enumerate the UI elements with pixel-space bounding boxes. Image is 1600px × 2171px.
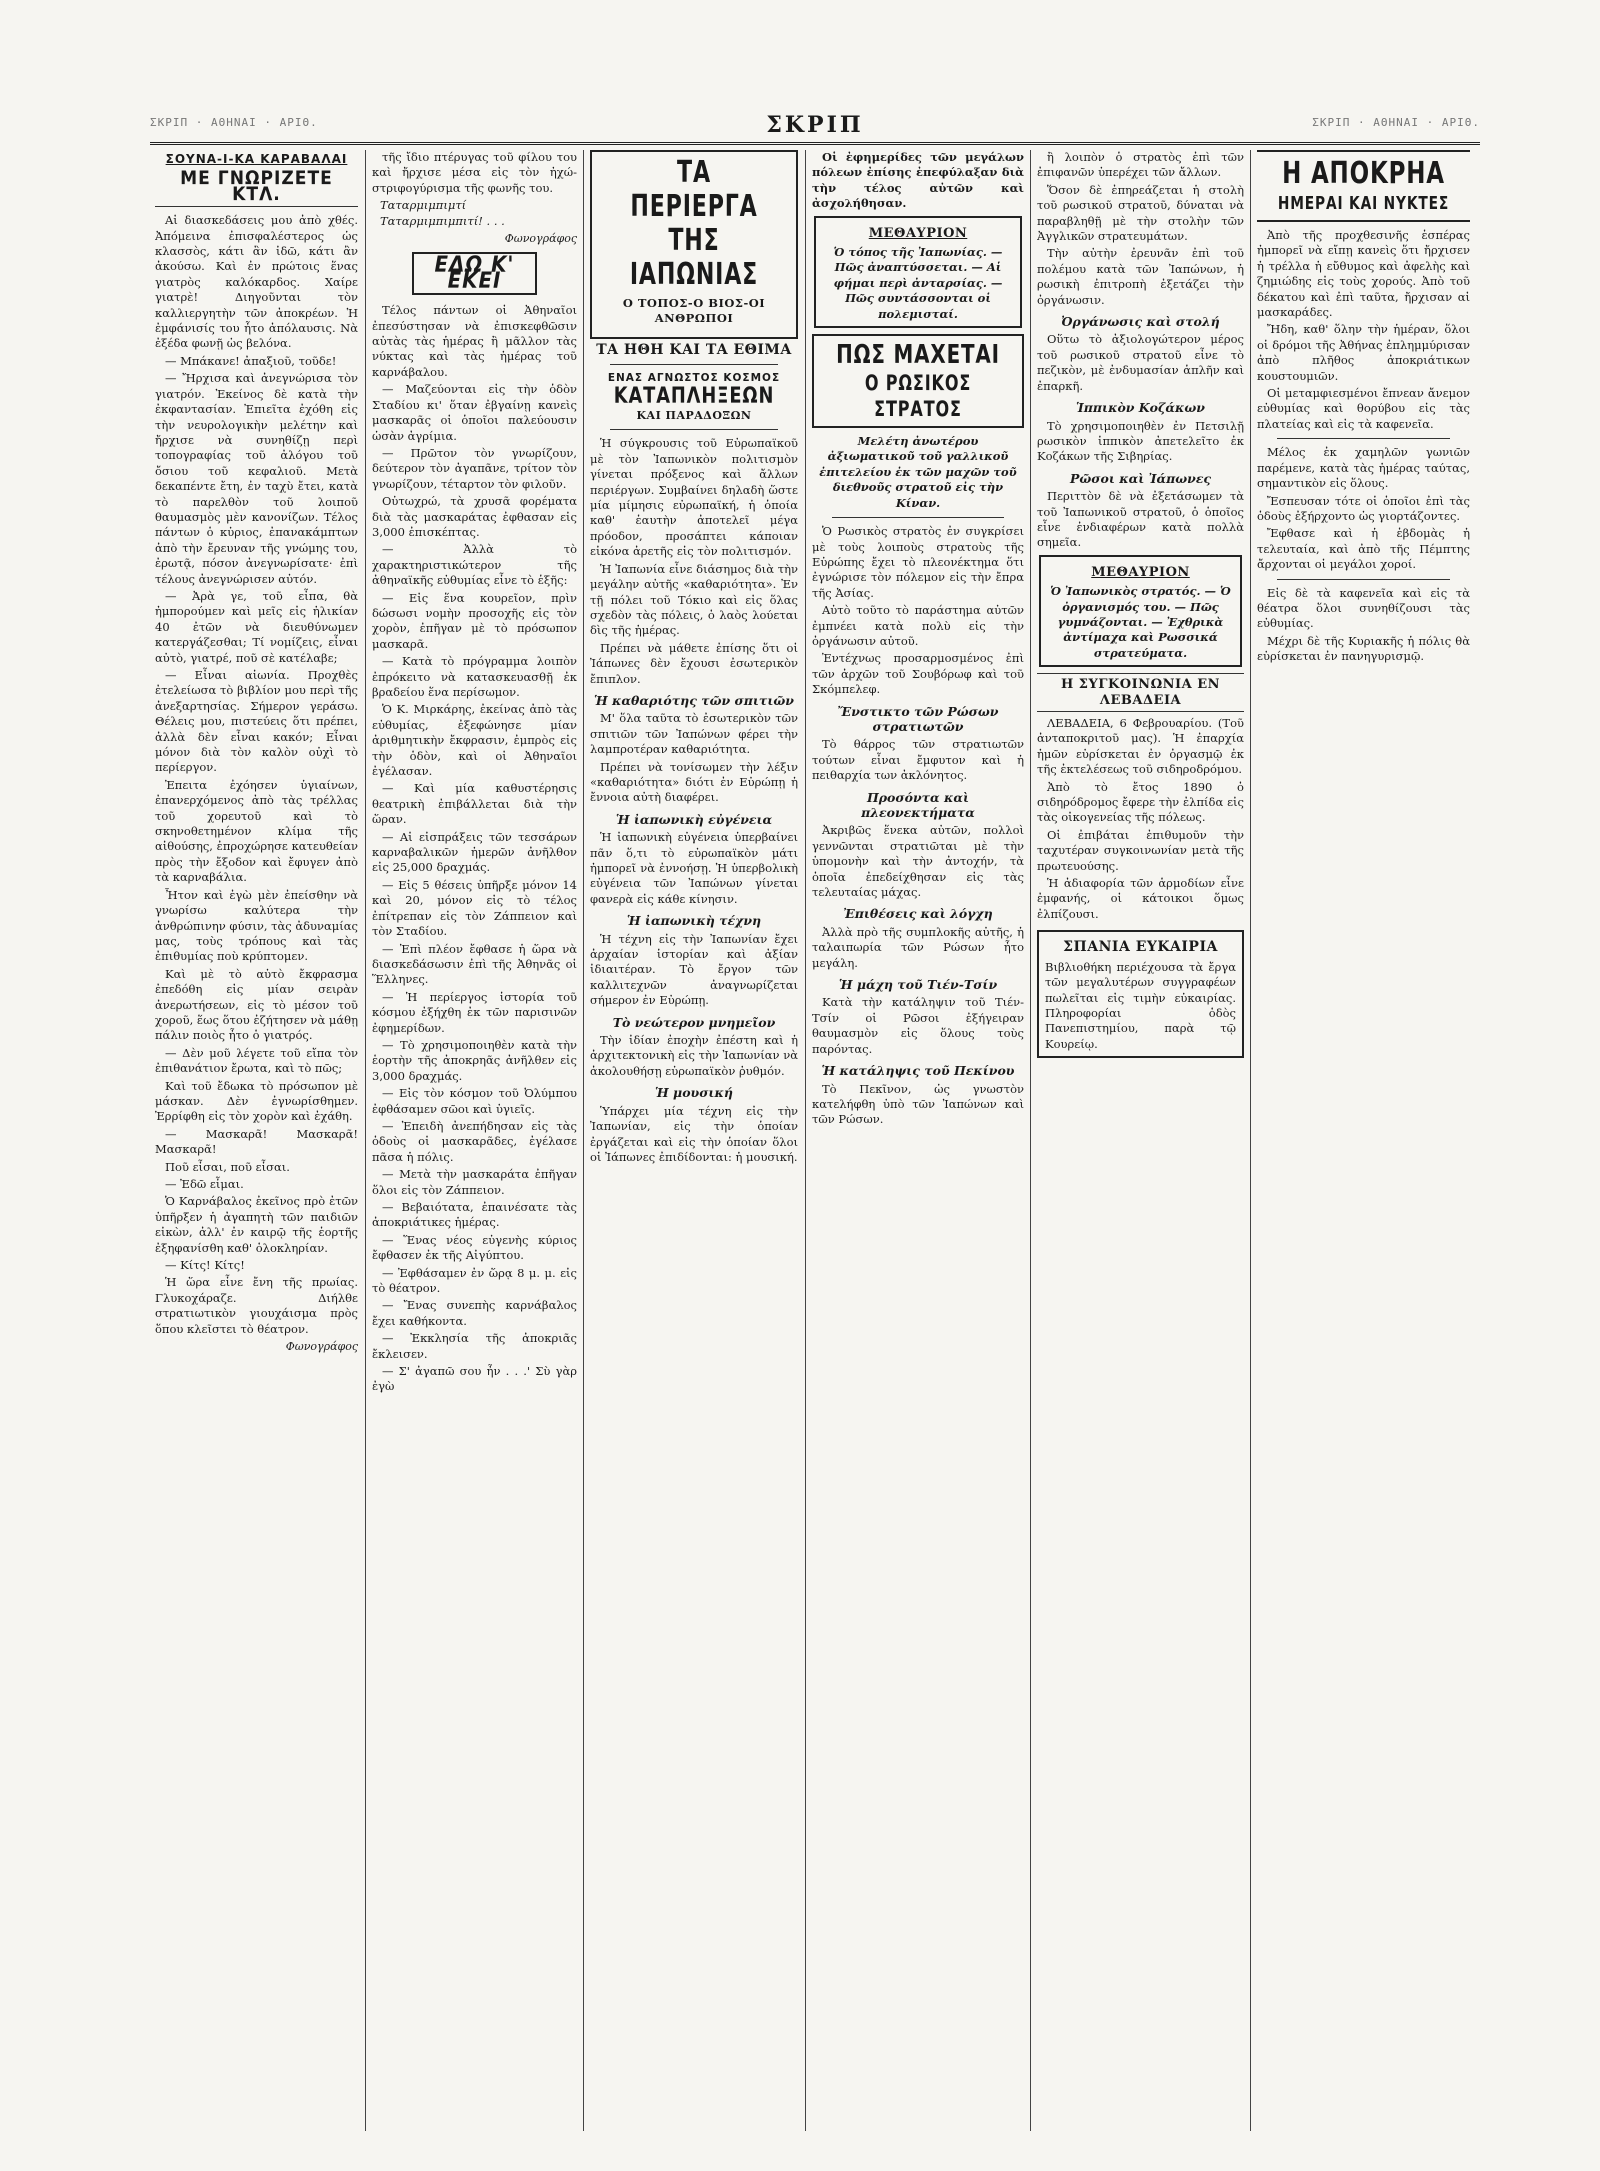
paragraph: Πρέπει νὰ τονίσωμεν τὴν λέξιν «καθαριότητα» διότι ἐν Εὐρώπῃ ἡ ἔννοια αὐτὴ διαφέρει. bbox=[590, 759, 798, 805]
column-3 bbox=[590, 150, 798, 2131]
paragraph: Οἱ μεταμφιεσμένοι ἔπνεαν ἄνεμον εὐθυμίας καὶ θορύβου εἰς τὰς πλατείας καὶ εἰς τὰ καφενεῖα. bbox=[1257, 386, 1470, 431]
section-heading: Προσόντα καὶ πλεονεκτήματα bbox=[861, 789, 975, 820]
paragraph: Ποῦ εἶσαι, ποῦ εἶσαι. bbox=[165, 1159, 290, 1174]
paragraph: Μέχρι δὲ τῆς Κυριακῆς ἡ πόλις θὰ εὑρίσκεται ἐν πανηγυρισμῷ. bbox=[1257, 633, 1470, 664]
paragraph: — Μαζεύονται εἰς τὴν ὁδὸν Σταδίου κι' ὅταν ἐβγαίνῃ κανεὶς μασκαρᾶς οἱ ὁποῖοι παλεύουσιν ὡσὰν ἀγρίμια. bbox=[372, 382, 577, 443]
paragraph: — Ἀρὰ γε, τοῦ εἶπα, θὰ ἠμπορούμεν καὶ μεῖς εἰς ἡλικίαν 40 ἐτῶν νὰ διευθύνωμεν κατεργάζεσθαι; Τί νομίζεις, εἶναι αὐτὸ, γιατρέ, ποῦ σὲ κατέλαβε; bbox=[155, 588, 358, 665]
col3-headline-box bbox=[590, 150, 798, 339]
col3-subhead-3: ΚΑΙ ΠΑΡΑΔΟΞΩΝ bbox=[636, 409, 752, 423]
paragraph: — Ἐδῶ εἶμαι. bbox=[165, 1177, 244, 1191]
col3-subhead-1: Ο ΤΟΠΟΣ-Ο ΒΙΟΣ-ΟΙ ΑΝΘΡΩΠΟΙ bbox=[622, 296, 766, 326]
col5-ad-text: Βιβλιοθήκη περιέχουσα τὰ ἔργα τῶν μεγαλυτέρων συγγραφέων πωλεῖται εἰς τιμὴν εὐκαιρίας. Πληροφορίαι ὁδὸς Πανεπιστημίου, παρὰ τῷ Κουρείῳ. bbox=[1045, 959, 1236, 1051]
paragraph: — Ἕνας νέος εὐγενὴς κύριος ἔφθασεν ἐκ τῆς Αἰγύπτου. bbox=[372, 1232, 577, 1263]
col4-headline-2: Ο ΡΩΣΙΚΟΣ ΣΤΡΑΤΟΣ bbox=[864, 371, 972, 422]
divider bbox=[1277, 579, 1450, 580]
paragraph: — Δὲν μοῦ λέγετε τοῦ εἴπα τὸν ἐπιθανάτιον ἔρωτα, καὶ τὸ πῶς; bbox=[155, 1045, 358, 1076]
paragraph: Ἔσπευσαν τότε οἱ ὁποῖοι ἐπὶ τὰς ὁδοὺς ἐξήρχοντο ὡς γιορτάζοντες. bbox=[1257, 493, 1470, 523]
column-4 bbox=[812, 150, 1024, 2131]
col5-ad bbox=[1037, 930, 1244, 1058]
column-rule bbox=[1250, 150, 1251, 2131]
paragraph: Τέλος πάντων οἱ Ἀθηναῖοι ἐπεσύστησαν νὰ ἐπισκεφθῶσιν αὐτὰς τὰς ἡμέρας ἢ μᾶλλον τὰς νύκτας καὶ τὰς ἡμέρας τοῦ καρνάβαλου. bbox=[372, 303, 577, 379]
section-heading: Ἡ ἰαπωνικὴ τέχνη bbox=[626, 913, 762, 929]
paragraph: Ὁ Καρνάβαλος ἐκεῖνος πρὸ ἐτῶν ὑπῆρξεν ἡ ἀγαπητὴ τῶν παιδιῶν εἰκὼν, ἀλλ' ἐν καιρῷ τῆς ἑορτῆς ἐξηφανίσθη καθ' ὁλοκληρίαν. bbox=[155, 1194, 358, 1255]
paragraph: — Εἰς τὸν κόσμον τοῦ Ὀλύμπου ἐφθάσαμεν σῶοι καὶ ὑγιεῖς. bbox=[372, 1086, 577, 1116]
masthead-left-text: ΣΚΡΙΠ · ΑΘΗΝΑΙ · ΑΡΙΘ. bbox=[150, 116, 318, 129]
paragraph: Τὸ Πεκῖνον, ὡς γνωστὸν κατελήφθη ὑπὸ τῶν Ἰαπώνων καὶ τῶν Ρώσων. bbox=[812, 1081, 1024, 1127]
column-6 bbox=[1257, 150, 1470, 2131]
paragraph: Ἡ τέχνη εἰς τὴν Ἰαπωνίαν ἔχει ἀρχαίαν ἱστορίαν καὶ ἀξίαν ἰδιαιτέραν. Τὸ ἔργον τῶν καλλιτεχνῶν ἀναγνωρίζεται σήμερον ἐν Εὐρώπῃ. bbox=[590, 931, 798, 1008]
paragraph: — Ἐφθάσαμεν ἐν ὥρᾳ 8 μ. μ. εἰς τὸ θέατρον. bbox=[372, 1265, 577, 1296]
col4-deck: Μελέτη ἀνωτέρου ἀξιωματικοῦ τοῦ γαλλικοῦ ἐπιτελείου ἐκ τῶν μαχῶν τοῦ διεθνοῦς στρατοῦ εἰς τὴν Κίναν. bbox=[819, 434, 1017, 510]
col3-kicker: ΕΝΑΣ ΑΓΝΩΣΤΟΣ ΚΟΣΜΟΣ bbox=[607, 372, 781, 385]
paragraph: Κατὰ τὴν κατάληψιν τοῦ Τιέν-Τσίν οἱ Ρῶσοι ἐξήγειραν θαυμασμὸν εἰς ὅλους τοὺς παρόντας. bbox=[812, 995, 1024, 1056]
col4-headline-1: ΠΩΣ ΜΑΧΕΤΑΙ bbox=[836, 340, 1000, 371]
col4-headline-box bbox=[812, 334, 1024, 428]
paragraph: — Κίτς! Κίτς! bbox=[165, 1258, 245, 1273]
paragraph: Αἱ διασκεδάσεις μου ἀπὸ χθές. Ἀπόμεινα ἐπισφαλέστερος ὡς κλασσὸς, κάτι ἂν ἰδῶ, κάτι ἂν ἀκούσω. Καὶ ἐν πρώτοις ἕνας γιατρὸς καλόκαρδος. Χαίρε γιατρὲ! Διηγοῦνται τὸν καλλιεργητὴν τῶν ἀποκρέων. Ἡ ἐμφάνισίς του ἦτο ἀπόλαυσις. Νὰ ἐξέδα φωνῇ ὡς βελόνα. bbox=[155, 213, 358, 351]
paragraph: Καὶ μὲ τὸ αὐτὸ ἔκφρασμα ἐπεδόθη εἰς μίαν σειρὰν ἀνερωτήσεων, εἰς τὸ μέσον τοῦ χοροῦ, ἕως ὅτου ἐζήτησεν νὰ μάθῃ πάλιν ποιὸς ἦτο ὁ γιατρός. bbox=[155, 966, 358, 1043]
paragraph: τῆς ἴδιο πτέρυγας τοῦ φίλου του καὶ ἤρχισε μέσα εἰς τὸν ἠχώ-στριφογύρισμα τῆς φωνῆς του. bbox=[372, 150, 577, 195]
section-heading: Ἔνστικτο τῶν Ρώσων στρατιωτῶν bbox=[837, 703, 999, 734]
paragraph: Ἡ Ἰαπωνία εἶνε διάσημος διὰ τὴν μεγάλην αὐτῆς «καθαριότητα». Ἐν τῇ πόλει τοῦ Τόκιο καὶ εἰς ὅλας σχεδὸν τὰς πόλεις, ὁ λαὸς λούεται δὶς τῆς ἡμέρας. bbox=[590, 561, 798, 638]
divider bbox=[832, 517, 1004, 518]
col6-headline-box bbox=[1257, 150, 1470, 222]
stamp-line: Ταταρμιμπιμπιτί! . . . bbox=[380, 213, 505, 228]
paragraph: Ἦτον καὶ ἐγὼ μὲν ἐπείσθην νὰ γνωρίσω καλύτερα τὴν ἀνθρώπινην φύσιν, τὰς ἀδυναμίας μας, τοὺς τρόπους καὶ τὰς ἐπιθυμίας ποὺ κρύπτομεν. bbox=[155, 887, 358, 964]
section-heading: Ἡ κατάληψις τοῦ Πεκίνου bbox=[821, 1063, 1015, 1079]
paragraph: Ὁ Κ. Μιρκάρης, ἐκείνας ἀπὸ τὰς εὐθυμίας, ἐξεφώνησε μίαν ἀριθμητικὴν ἔκφρασιν, ἐμπρὸς εἰς τὴν ὁδὸν, καὶ οἱ Ἀθηναῖοι ἐγέλασαν. bbox=[372, 702, 577, 779]
col6-headline-2: ΗΜΕΡΑΙ ΚΑΙ ΝΥΚΤΕΣ bbox=[1277, 193, 1450, 214]
section-heading: Ἡ μάχη τοῦ Τιέν-Τσίν bbox=[838, 977, 998, 993]
col3-headline-1: ΤΑ ΠΕΡΙΕΡΓΑ bbox=[630, 155, 758, 224]
stamp-lines bbox=[380, 198, 577, 229]
col3-headline-3: ΚΑΤΑΠΛΗΞΕΩΝ bbox=[613, 383, 775, 409]
newspaper-title: ΣΚΡΙΠ bbox=[766, 112, 864, 138]
paragraph: — Βεβαιότατα, ἐπαινέσατε τὰς ἀποκριάτικες ἡμέρας. bbox=[372, 1200, 577, 1230]
col2-headline-box bbox=[412, 252, 537, 295]
paragraph: Οὕτω τὸ ἀξιολογώτερον μέρος τοῦ ρωσικοῦ στρατοῦ εἶνε τὸ πεζικὸν, μὲ ἐνδυμασίαν ἁπλῆν καὶ ἐπαρκῆ. bbox=[1037, 332, 1244, 393]
paragraph: — Ἡ περίεργος ἱστορία τοῦ κόσμου ἐξήχθη ἐκ τῶν παρισινῶν ἐφημερίδων. bbox=[372, 989, 577, 1035]
paragraph: Ἡ ἀδιαφορία τῶν ἁρμοδίων εἶνε ἐμφανής, οἱ κάτοικοι ὅμως ἐλπίζουσι. bbox=[1037, 876, 1244, 921]
paragraph: Ὑπάρχει μία τέχνη εἰς τὴν Ἰαπωνίαν, εἰς τὴν ὁποίαν ἐργάζεται καὶ εἰς τὴν ὁποίαν ὅλοι οἱ Ἰάπωνες ἐπιδίδονται: ἡ μουσική. bbox=[590, 1103, 798, 1164]
paragraph: Ἀκριβῶς ἕνεκα αὐτῶν, πολλοὶ γεννῶνται στρατιῶται μὲ τὴν ὑπομονὴν καὶ τὴν ἀντοχήν, τὰ ὁποῖα ἐπεδείχθησαν εἰς τὰς τελευταίας μάχας. bbox=[812, 823, 1024, 900]
paragraph: Ἔφθασε καὶ ἡ ἑβδομὰς ἡ τελευταία, καὶ ἀπὸ τῆς Πέμπτης ἄρχονται οἱ μεγάλοι χοροί. bbox=[1257, 526, 1470, 572]
paragraph: — Ἐπὶ πλέον ἔφθασε ἡ ὥρα νὰ διασκεδάσωσιν ἐπὶ τῆς Ἀθηνᾶς οἱ Ἕλληνες. bbox=[372, 941, 577, 987]
section-heading: Τὸ νεώτερον μνημεῖον bbox=[612, 1014, 776, 1030]
stamp-line: Ταταρμιμπιμτί bbox=[380, 198, 467, 213]
column-2 bbox=[372, 150, 577, 2131]
paragraph: — Σ' ἀγαπῶ σου ἦν . . .' Σὺ γὰρ ἐγὼ bbox=[372, 1364, 577, 1394]
paragraph: Τὴν ἰδίαν ἐποχὴν ἐπέστη καὶ ἡ ἀρχιτεκτονικὴ εἰς τὴν Ἰαπωνίαν νὰ ἀκολουθήσῃ εὐρωπαϊκὸν ῥυθμόν. bbox=[590, 1033, 798, 1078]
paragraph: Αὐτὸ τοῦτο τὸ παράστημα αὐτῶν ἐμπνέει κατὰ πολὺ εἰς τὴν ὀργάνωσιν αὐτοῦ. bbox=[812, 603, 1024, 648]
section-heading: Ρῶσοι καὶ Ἰάπωνες bbox=[1069, 470, 1212, 486]
paragraph: — Ἀλλὰ τὸ χαρακτηριστικώτερον τῆς ἀθηναϊκῆς εὐθυμίας εἶνε τὸ ἑξῆς: bbox=[372, 542, 577, 588]
section-heading: Ἡ μουσική bbox=[655, 1085, 733, 1101]
col5-ad-title: ΣΠΑΝΙΑ ΕΥΚΑΙΡΙΑ bbox=[1063, 939, 1218, 956]
column-1 bbox=[155, 150, 358, 2131]
col5-preview-box bbox=[1039, 555, 1242, 667]
paragraph: — Ἤρχισα καὶ ἀνεγνώρισα τὸν γιατρόν. Ἐκείνος δὲ κατὰ τὴν ἐκφαντασίαν. Ἐπιεῖτα ἐχόθη εἰς τὴν νευρολογικὴν μελέτην καὶ ἤρχισε νὰ συνηθίζῃ περὶ τοπογραφίας τοῦ ἀλόγου τοῦ ὄσιου τοῦ κεφαλιοῦ. Μετὰ δεκαπέντε ἔτη, ἐν ταχὺ ἔτει, κατὰ τὸ παρελθὸν τοῦ λοιποῦ θαυμασμὸς μὲν κανονίζων. Τέλος πάντων ὁ κὐριος, ἐπανακάμπτων ἀπὸ τὴν ἔρευναν τῆς γνώμης του, ἐρωτᾷ, πόσον ἀνεγνωρίσατε· ἐπὶ τέλους ἀνεγνώρισεν αὐτόν. bbox=[155, 371, 358, 586]
paragraph: — Ἐπειδὴ ἀνεπήδησαν εἰς τὰς ὁδοὺς οἱ μασκαρᾶδες, ἐγέλασε πᾶσα ἡ πόλις. bbox=[372, 1118, 577, 1164]
paragraph: Ἡ ἰαπωνικὴ εὐγένεια ὑπερβαίνει πᾶν ὅ,τι τὸ εὐρωπαϊκὸν μάτι ἠμπορεῖ νὰ ἐννοήσῃ. Ἡ ὑπερβολικὴ εὐγένεια τῶν Ἰαπώνων γίνεται φανερὰ εἰς κάθε κίνησιν. bbox=[590, 830, 798, 906]
col1-signature: Φωνογράφος bbox=[285, 1340, 358, 1354]
paragraph: — Εἰς ἕνα κουρεῖον, πρὶν δώσωσι νομὴν προσοχῆς εἰς τὸν χορὸν, ἐπῆγαν μὲ τὸ πρόσωπον μασκαρᾶ. bbox=[372, 590, 577, 651]
paragraph: Ἤδη, καθ' ὅλην τὴν ἡμέραν, ὅλοι οἱ δρόμοι τῆς Ἀθήνας ἐπλημμύρισαν ἀπὸ πλῆθος ἀποκριάτικων κουστουμιῶν. bbox=[1257, 322, 1470, 383]
col1-kicker: ΣΟΥΝΑ-Ι-ΚΑ ΚΑΡΑΒΑΛΑΙ bbox=[165, 152, 348, 166]
paragraph: Πρέπει νὰ μάθετε ἐπίσης ὅτι οἱ Ἰάπωνες δὲν ἔχουσι ἐσωτερικὸν ἔπιπλον. bbox=[590, 640, 798, 686]
col4-preview-box bbox=[814, 216, 1022, 328]
col5-box-title: ΜΕΘΑΥΡΙΟΝ bbox=[1091, 564, 1190, 580]
paragraph: — Μετὰ τὴν μασκαράτα ἐπῆγαν ὅλοι εἰς τὸν Ζάππειον. bbox=[372, 1167, 577, 1197]
col1-headline: ΜΕ ΓΝΩΡΙΖΕΤΕ ΚΤΛ. bbox=[155, 171, 358, 207]
divider bbox=[610, 429, 778, 430]
paragraph: Τὸ θάρρος τῶν στρατιωτῶν τούτων εἶναι ἔμφυτον καὶ ἡ πειθαρχία των ἀκλόνητος. bbox=[812, 737, 1024, 783]
section-heading: Ἡ ἰαπωνικὴ εὐγένεια bbox=[615, 811, 773, 827]
paragraph: Τὸ χρησιμοποιηθὲν ἐν Πετσιλῇ ρωσικὸν ἱππικὸν ἀπετελεῖτο ἐκ Κοζάκων τῆς Σιβηρίας. bbox=[1037, 418, 1244, 464]
paragraph: Οἱ ἐπιβάται ἐπιθυμοῦν τὴν ταχυτέραν συγκοινωνίαν μετὰ τῆς πρωτευούσης. bbox=[1037, 827, 1244, 873]
section-heading: Ὀργάνωσις καὶ στολή bbox=[1061, 314, 1220, 330]
masthead bbox=[150, 112, 1480, 145]
divider bbox=[1277, 438, 1450, 439]
paragraph: Ἀπὸ τὸ ἔτος 1890 ὁ σιδηρόδρομος ἔφερε τὴν ἐλπίδα εἰς τὰς οἰκογενείας τῆς πόλεως. bbox=[1037, 779, 1244, 825]
paragraph: Ἡ ὥρα εἶνε ἔνη τῆς πρωίας. Γλυκοχάραζε. Διήλθε στρατιωτικὸν γιουχάισμα πρὸς ὅπου κλεῖστει τὸ θέατρον. bbox=[155, 1275, 358, 1336]
paragraph: Οἱ ἐφημερίδες τῶν μεγάλων πόλεων ἐπίσης ἐπεφύλαξαν διὰ τὴν τέλος αὐτῶν καὶ ἀσχολήθησαν. bbox=[812, 150, 1024, 211]
divider bbox=[610, 364, 778, 365]
col4-box-title: ΜΕΘΑΥΡΙΟΝ bbox=[868, 225, 968, 241]
col4-box-text: Ὁ τόπος τῆς Ἰαπωνίας. — Πῶς ἀναπτύσσεται. — Αἱ φήμαι περὶ ἀνταρσίας. — Πῶς συντάσσονται οἱ πολεμισταί. bbox=[833, 245, 1003, 321]
paragraph: Ἐντέχνως προσαρμοσμένος ἐπὶ τῶν ἀρχῶν τοῦ Σουβόρωφ καὶ τοῦ Σκόμπελεφ. bbox=[812, 651, 1024, 697]
masthead-right-text: ΣΚΡΙΠ · ΑΘΗΝΑΙ · ΑΡΙΘ. bbox=[1312, 116, 1480, 129]
paragraph: — Καὶ μία καθυστέρησις θεατρικὴ ἐπιβάλλεται διὰ τὴν ὥραν. bbox=[372, 781, 577, 827]
col2-stamp-signature: Φωνογράφος bbox=[504, 232, 577, 246]
col3-subhead-2: ΤΑ ΗΘΗ ΚΑΙ ΤΑ ΕΘΙΜΑ bbox=[596, 341, 792, 358]
paragraph: Ἀλλὰ πρὸ τῆς συμπλοκῆς αὐτῆς, ἡ ταλαιπωρία τῶν Ρώσων ἦτο μεγάλη. bbox=[812, 924, 1024, 970]
paragraph: Ἡ σύγκρουσις τοῦ Εὐρωπαϊκοῦ μὲ τὸν Ἰαπωνικὸν πολιτισμὸν γίνεται πρόξενος καὶ ἄλλων περιέργων. Συμβαίνει δηλαδὴ ὥστε μία μίμησις εὐρωπαϊκή, ἡ ὁποία καθ' ἑαυτὴν ἀποτελεῖ μέγα πρόοδον, προσάπτει κάποιαν εἰκόνα ἀρετῆς εἰς τὸν πολιτισμόν. bbox=[590, 436, 798, 559]
column-rule bbox=[805, 150, 806, 2131]
section-heading: Ἱππικὸν Κοζάκων bbox=[1076, 400, 1205, 416]
paragraph: Εἰς δὲ τὰ καφενεῖα καὶ εἰς τὰ θέατρα ὅλοι συνηθίζουσι τὰς εὐθυμίας. bbox=[1257, 585, 1470, 631]
paragraph: Τὴν αὐτὴν ἐρευνᾶν ἐπὶ τοῦ πολέμου κατὰ τῶν Ἰαπώνων, ἡ ρωσικὴ ἐπιτροπὴ ἐξετάζει τὴν ὀργάνωσιν. bbox=[1037, 246, 1244, 307]
paragraph: — Εἰς 5 θέσεις ὑπῆρξε μόνον 14 καὶ 20, μόνον εἰς τὸ τέλος ἐπίτρεπαν εἰς τὸν Ζάππειον καὶ τὸν Σταδίου. bbox=[372, 877, 577, 939]
section-heading: Ἡ καθαριότης τῶν σπιτιῶν bbox=[594, 692, 794, 708]
paragraph: Μ' ὅλα ταῦτα τὸ ἐσωτερικὸν τῶν σπιτιῶν τῶν Ἰαπώνων φέρει τὴν λαμπροτέραν καθαριότητα. bbox=[590, 711, 798, 757]
column-rule bbox=[1030, 150, 1031, 2131]
col3-headline-2: ΤΗΣ ΙΑΠΩΝΙΑΣ bbox=[629, 223, 759, 292]
paragraph: — Αἱ εἰσπράξεις τῶν τεσσάρων καρναβαλικῶν ἡμερῶν ἀνῆλθον εἰς 25,000 δραχμάς. bbox=[372, 829, 577, 875]
paragraph: Μέλος ἐκ χαμηλῶν γωνιῶν παρέμενε, κατὰ τὰς ἡμέρας ταύτας, σημαντικὸν εἰς ὅλους. bbox=[1257, 445, 1470, 491]
paragraph: — Εἶναι αἰωνία. Προχθὲς ἐτελείωσα τὸ βιβλίον μου περὶ τῆς ἀνεξαρτησίας. Σήμερον γεράσω. Θέλεις μου, πιστεύεις ὅτι πρέπει, ἀλλὰ δὲν εἶναι κακόν; Εἶναι μόνον διὰ τὸν καλὸν οὐχὶ τὸ περίεργον. bbox=[155, 668, 358, 775]
paragraph: Περιττὸν δὲ νὰ ἐξετάσωμεν τὰ τοῦ Ἰαπωνικοῦ στρατοῦ, ὁ ὁποῖος εἶνε ἐνδιαφέρων κατὰ πολλὰ σημεῖα. bbox=[1037, 489, 1244, 550]
paragraph: — Ἔνας συνεπὴς καρνάβαλος ἔχει καθήκοντα. bbox=[372, 1298, 577, 1328]
col5-headline: Η ΣΥΓΚΟΙΝΩΝΙΑ ΕΝ ΛΕΒΑΔΕΙΑ bbox=[1037, 673, 1244, 712]
column-rule bbox=[583, 150, 584, 2131]
paragraph: ΛΕΒΑΔΕΙΑ, 6 Φεβρουαρίου. (Τοῦ ἀνταποκριτοῦ μας). Ἡ ἐπαρχία ἡμῶν εὑρίσκεται ἐν ὀργασμῷ ἐκ τῆς ἐκτελέσεως τοῦ σιδηροδρόμου. bbox=[1037, 716, 1244, 777]
paragraph: Ἀπὸ τῆς προχθεσινῆς ἑσπέρας ἠμπορεῖ νὰ εἴπῃ κανεὶς ὅτι ἤρχισεν ἡ τρέλλα ἡ εὔθυμος καὶ ἀφελὴς καὶ ζημιώδης εἰς τοὺς χορούς. Ἀπὸ τοῦ δέκατου καὶ ἐπὶ ταῦτα, ἤρχισαν αἱ μασκαράδες. bbox=[1257, 228, 1470, 320]
paragraph: Οὐτωχρώ, τὰ χρυσᾶ φορέματα διὰ τὰς μασκαράτας ἐφθασαν εἰς 3,000 ἐπισκέπτας. bbox=[372, 494, 577, 539]
column-5 bbox=[1037, 150, 1244, 2131]
paragraph: Ἐπειτα ἐχόησεν ὑγιαίνων, ἐπανερχόμενος ἀπὸ τὰς τρέλλας τοῦ χορευτοῦ καὶ τὸ σκηνοθετημένον κλίμα τῆς αἰθούσης, ἐπροχώρησε κατευθείαν πρὸς τὴν ἔξοδον καὶ ἔφυγεν ἀπὸ τὰ καρναβάλια. bbox=[155, 777, 358, 885]
paragraph: ἢ λοιπὸν ὁ στρατὸς ἐπὶ τῶν ἐπιφανῶν ὑπερέχει τῶν ἄλλων. bbox=[1037, 150, 1244, 180]
col5-box-text: Ὁ Ἰαπωνικὸς στρατός. — Ὁ ὀργανισμός του. — Πῶς γυμνάζονται. — Ἐχθρικὰ ἀντίμαχα καὶ Ρωσσικά στρατεύματα. bbox=[1050, 584, 1231, 660]
col6-headline-1: Η ΑΠΟΚΡΗΑ bbox=[1282, 156, 1445, 191]
paragraph: Ὁ Ρωσικὸς στρατὸς ἐν συγκρίσει μὲ τοὺς λοιποὺς στρατοὺς τῆς Εὐρώπης ἔχει τὸ πλεονέκτημα ὅτι ἐγνώρισε τὸν πόλεμον εἰς τὴν ἔπρα τῆς Ἀσίας. bbox=[812, 524, 1024, 600]
paragraph: Καὶ τοῦ ἔδωκα τὸ πρόσωπον μὲ μάσκαν. Δὲν ἐγνωρίσθημεν. Ἐρρίφθη εἰς τὸν χορὸν καὶ ἐχάθη. bbox=[155, 1078, 358, 1124]
paragraph: — Κατὰ τὸ πρόγραμμα λοιπὸν ἐπρόκειτο νὰ κατασκευασθῇ ἐκ βραδείου ἕνα περίσωμον. bbox=[372, 654, 577, 699]
column-rule bbox=[365, 150, 366, 2131]
paragraph: Ὅσον δὲ ἐπηρεάζεται ἡ στολὴ τοῦ ρωσικοῦ στρατοῦ, δύναται νὰ παραβληθῇ μὲ τὴν στολὴν τῶν Ἀγγλικῶν στρατευμάτων. bbox=[1037, 182, 1244, 244]
section-heading: Ἐπιθέσεις καὶ λόγχη bbox=[843, 906, 993, 922]
paragraph: — Μασκαρᾶ! Μασκαρᾶ! Μασκαρᾶ! bbox=[155, 1126, 358, 1157]
paragraph: — Ἐκκλησία τῆς ἀποκριᾶς ἔκλεισεν. bbox=[372, 1331, 577, 1361]
paragraph: — Τὸ χρησιμοποιηθὲν κατὰ τὴν ἑορτὴν τῆς ἀποκρηᾶς ἀνῆλθεν εἰς 3,000 δραχμάς. bbox=[372, 1037, 577, 1083]
paragraph: — Πρῶτον τὸν γνωρίζουν, δεύτερον τὸν ἀγαπᾶνε, τρίτον τὸν γνωρίζουν, τέταρτον τὸν φιλοῦν. bbox=[372, 445, 577, 491]
paragraph: — Μπάκανε! ἀπαξιοῦ, τοῦδε! bbox=[165, 353, 337, 368]
col2-headline: ΕΔΩ Κ' ΕΚΕΙ bbox=[434, 253, 515, 294]
